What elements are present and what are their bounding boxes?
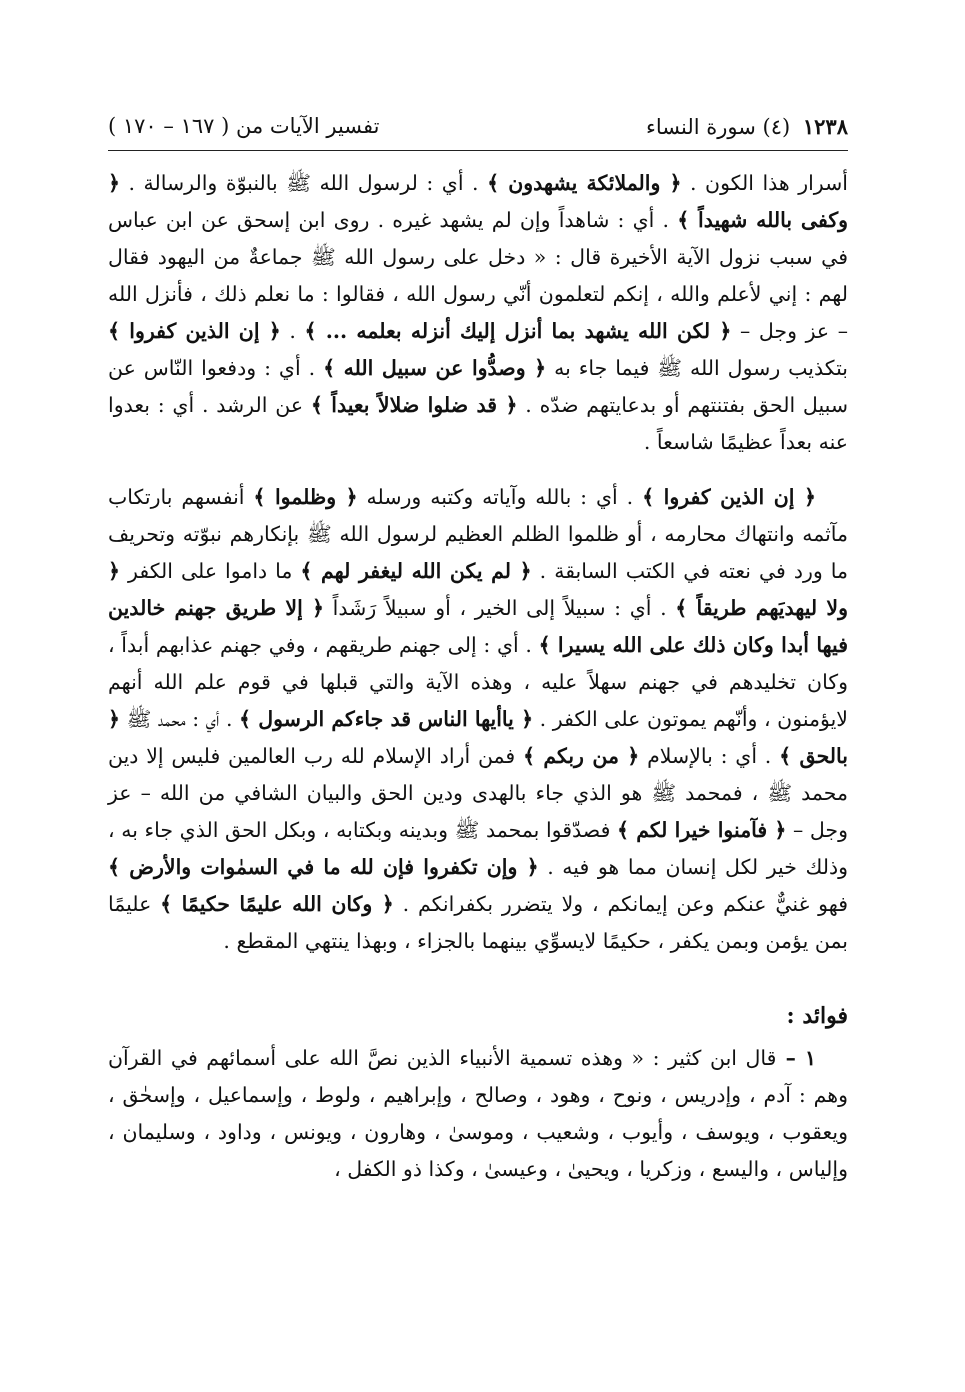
quran-quote: ﴿ وكفى بالله شهيداً ﴾ — [108, 171, 848, 232]
text-run: . أي : لرسول الله ﷺ بالنبوّة والرسالة . — [120, 171, 488, 195]
quran-quote: ﴿ ياأيها الناس قد جاءكم الرسول ﴾ — [239, 707, 534, 731]
quran-quote: ﴿ إن الذين كفروا ﴾ — [642, 485, 817, 509]
text-run: قال ابن كثير : « وهذه تسمية الأنبياء الذين نصَّ الله على أسمائهم في القرآن وهم : آدم ، وإدريس ، ونوح ، وهود ، وصالح ، وإبراهيم ، ولوط ، وإسماعيل ، وإسحٰق ، ويعقوب ، ويوسف ، وأيوب ، وشعيب ، وموسىٰ ، وهارون ، ويونس ، وداود ، وسليمان ، وإلياس ، واليسع ، وزكريا ، ويحيىٰ ، وعيسىٰ ، وكذا ذو الكفل ، — [108, 1046, 848, 1181]
verses-range-title: تفسير الآيات من ( ١٦٧ – ١٧٠ ) — [108, 114, 380, 138]
text-run: بتكذيب رسول الله ﷺ فيما جاء به — [546, 356, 848, 380]
paragraph-2 — [108, 479, 848, 960]
text-run: . أي : سبيلاً إلى الخير ، أو سبيلاً رَشَداً — [324, 596, 676, 620]
benefit-1 — [108, 1040, 848, 1188]
header-rule — [108, 150, 848, 151]
text-run: . أي : إلى جهنم طريقهم ، وفي جهنم عذابهم أبداً ، وكان تخليدهم في جهنم سهلاً عليه ، وهذه الآية والتي قبلها في قوم علم الله أنهم لايؤمنون ، وأنّهم يموتون على الكفر . — [108, 633, 848, 731]
text-run: عليمًا بمن يؤمن وبمن يكفر ، حكيمًا لايسوِّي بينهما بالجزاء ، وبهذا ينتهي المقطع . — [108, 892, 848, 953]
text-run: . أي : شاهداً وإن لم يشهد غيره . روى ابن إسحق عن ابن عباس في سبب نزول الآية الأخيرة قال : « دخل على رسول الله ﷺ جماعةٌ من اليهود فقال لهم : إني لأعلم والله ، إنكم لتعلمون أنّي رسول الله ، فقالوا : ما نعلم ذلك ، فأنزل الله – عز وجل – — [108, 208, 848, 343]
text-run: . أي : بالإسلام — [639, 744, 780, 768]
surah-name: (٤) سورة النساء — [645, 115, 791, 139]
quran-quote: ﴿ لكن الله يشهد بما أنزل إليك أنزله بعلمه ... ﴾ — [304, 319, 732, 343]
text-run: . — [280, 319, 305, 343]
text-run: . أي : بالله وآياته وكتبه ورسله — [357, 485, 643, 509]
text-run: . أي : ودفعوا النّاس عن سبيل الحق بفتنتهم أو بدعايتهم ضدّه . — [108, 356, 848, 417]
header-right — [646, 114, 848, 139]
quran-quote: ١ – — [776, 1046, 816, 1070]
quran-quote: ﴿ لم يكن الله ليغفر لهم ﴾ — [300, 559, 532, 583]
text-run: ما داموا على الكفر — [120, 559, 301, 583]
quran-quote: ﴿ وظلموا ﴾ — [253, 485, 358, 509]
text-run: . أي : محمد ﷺ — [120, 707, 240, 731]
quran-quote: ﴿ فآمنوا خيرا لكم ﴾ — [616, 818, 787, 842]
text-run: أنفسهم بارتكاب مآثمه وانتهاك محارمه ، أو ظلموا الظلم العظيم لرسول الله ﷺ بإنكارهم نبوّته وتحريف ما ورد في نعته في الكتب السابقة . — [108, 485, 849, 583]
quran-quote: ﴿ وإن تكفروا فإن لله ما في السمٰوات والأرض ﴾ — [108, 855, 539, 879]
quran-quote: ﴿ إلا طريق جهنم خالدين فيها أبدا وكان ذلك على الله يسيرا ﴾ — [108, 596, 848, 657]
text-run: فهو غنيٌّ عنكم وعن إيمانكم ، ولا يتضرر بكفرانكم . — [393, 892, 848, 916]
text-run: فمن أراد الإسلام لله رب العالمين فليس إلا دين محمد ﷺ ، فمحمد ﷺ هو الذي جاء بالهدى ودين الحق والبيان الشافي من الله – عز وجل – — [108, 744, 848, 842]
page-number: ١٢٣٨ — [802, 114, 848, 139]
paragraph-1 — [108, 165, 848, 461]
text-run: عن الرشد . أي : بعدوا عنه بعداً عظيمًا شاسعاً . — [108, 393, 848, 454]
quran-quote: ﴿ والملائكة يشهدون ﴾ — [487, 171, 682, 195]
text-run: أسرار هذا الكون . — [681, 171, 848, 195]
benefits-heading: فوائد : — [786, 1003, 848, 1029]
page — [108, 110, 848, 1188]
quran-quote: ﴿ وكان الله عليمًا حكيمًا ﴾ — [160, 892, 394, 916]
text-run: فصدّقوا بمحمد ﷺ وبدينه وبكتابه ، وبكل الحق الذي جاء به ، وذلك خير لكل إنسان مما هو فيه . — [108, 818, 849, 879]
quran-quote: ﴿ ولا ليهديَهم طريقاً ﴾ — [108, 559, 848, 620]
quran-quote: ﴿ وصدُّوا عن سبيل الله ﴾ — [323, 356, 547, 380]
running-header — [108, 110, 848, 148]
quran-quote: ﴿ قد ضلوا ضلالاً بعيداً ﴾ — [310, 393, 518, 417]
quran-quote: ﴿ إن الذين كفروا ﴾ — [108, 319, 281, 343]
quran-quote: ﴿ بالحق ﴾ — [108, 707, 849, 768]
quran-quote: ﴿ من ربكم ﴾ — [522, 744, 640, 768]
